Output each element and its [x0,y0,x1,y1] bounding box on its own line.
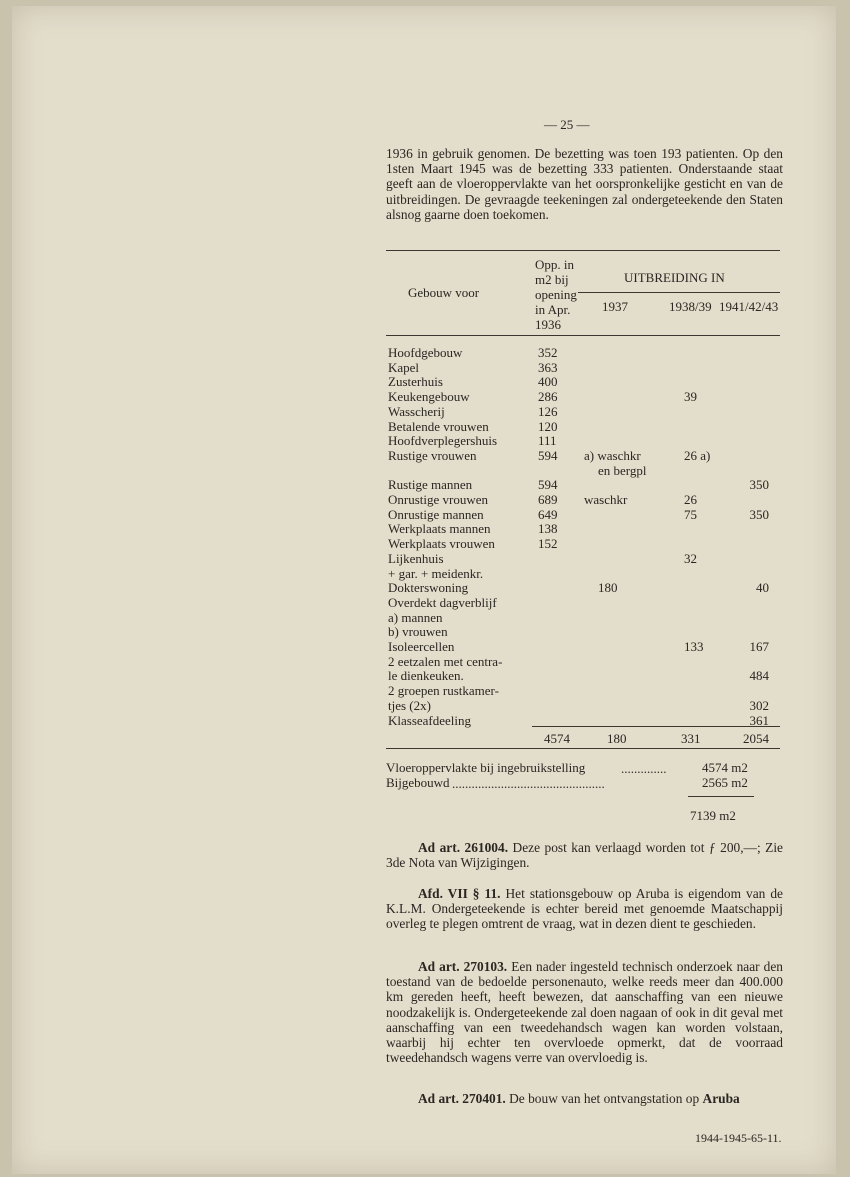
c1938-cell: 26 a) [684,447,711,463]
header-opp-5: 1936 [535,317,561,332]
summary-rule [688,796,754,797]
header-opp-1: Opp. in [535,257,574,272]
document-page [12,6,836,1174]
header-uitbreiding: UITBREIDING IN [624,270,725,285]
c1937-cell: waschkr [584,492,628,507]
c1937-cell: 180 [598,580,618,596]
section-heading: Ad art. 270401. [418,1091,506,1106]
opp-column: 352 363 400 286 126 120 111 594 594 689 649 138 152 [538,345,558,552]
header-opp-2: m2 bij [535,272,569,287]
header-year-1938: 1938/39 [669,299,712,314]
table-header-rule [386,335,780,336]
c1941-cell: 302 [749,697,769,713]
c1941-cell: 167 [749,639,769,654]
section-270401 [386,1091,783,1106]
c1937-cell: a) waschkr [584,447,641,463]
section-270103 [386,959,783,1065]
section-text: Een nader ingesteld technisch onderzoek naar den toestand van de bedoelde personenauto, welke reeds meer dan 400.000 km gereden heeft, heeft bewezen, dat aanschaffing van een nieuwe noodzakelijk is. Ondergeteekende zal doen nagaan of ook in dit geval met aanschaffing van een tweedehandsch wagen kan worden volstaan, waarbij hij echter ten overvloede opmerkt, dat de voorraad tweedehandsch wagens verre van overvloedig is. [386,959,784,1066]
c1941-cell: 361 [749,712,769,728]
c1941-cell: 350 [749,477,769,493]
header-opp-3: opening [535,287,577,302]
section-heading: Ad art. 270103. [418,959,508,974]
summary-value-1: 4574 m2 [702,760,748,775]
c1941-cell: 40 [756,580,769,596]
total-1941: 2054 [743,731,769,746]
table-top-rule [386,250,780,251]
summary-dots-1: .............. [621,761,667,776]
header-sub-rule [578,292,780,293]
building-column: Hoofdgebouw Kapel Zusterhuis Keukengebouw Wasscherij Betalende vrouwen Hoofdverplegershuis Rustige vrouwen Rustige mannen Onrustige vrouwen Onrustige mannen Werkplaats mannen Werkplaats vrouwen Lijkenhuis + gar. + meidenkr. Dokterswoning Overdekt dagverblijf a) mannen b) vrouwen Isoleercellen 2 eetzalen met centra- le dienkeuken. 2 groepen rustkamer- tjes (2x) Klasseafdeeling [388,345,503,728]
c1938-cell: 32 [684,550,697,566]
section-text: De bouw van het ontvangstation op [509,1091,700,1106]
section-afd-vii [386,886,783,932]
c1938-cell: 133 [684,639,704,654]
header-building: Gebouw voor [408,285,480,300]
total-1938: 331 [681,731,701,746]
c1941-cell: 484 [749,668,769,684]
c1941-cell: 350 [749,506,769,522]
totals-rule [532,726,780,727]
section-tail: Aruba [702,1091,740,1106]
total-1937: 180 [607,731,627,746]
c1938-cell: 26 [684,492,697,507]
section-text: Deze post kan verlaagd worden tot ƒ 200,—; Zie 3de Nota van Wijzigingen. [386,840,783,871]
intro-paragraph [386,146,783,222]
footer-code: 1944-1945-65-11. [695,1131,782,1145]
table-bottom-rule [386,748,780,749]
c1938-cell: 39 [684,389,697,405]
header-year-1941: 1941/42/43 [719,299,779,314]
header-opp-4: in Apr. [535,302,571,317]
summary-label-2: Bijgebouwd [386,775,450,790]
summary-label-1: Vloeroppervlakte bij ingebruikstelling [386,760,586,775]
section-heading: Afd. VII § 11. [418,886,501,901]
summary-dots-2: ............................................... [452,776,605,791]
summary-value-2: 2565 m2 [702,775,748,790]
section-heading: Ad art. 261004. [418,840,509,855]
summary-total: 7139 m2 [690,808,736,823]
header-year-1937: 1937 [602,299,628,314]
c1937-cell: en bergpl [598,462,647,478]
total-opp: 4574 [544,731,570,746]
c1938-cell: 75 [684,506,697,522]
page-number: — 25 — [544,117,590,132]
section-text: Het stationsgebouw op Aruba is eigendom van de K.L.M. Ondergeteekende is echter bereid met genoemde Maatschappij overleg te plegen omtrent de vraag, wat in dezen dient te geschieden. [386,886,783,932]
intro-text: 1936 in gebruik genomen. De bezetting was toen 193 patienten. Op den 1sten Maart 1945 was de bezetting 333 patienten. Onderstaande staat geeft aan de vloeroppervlakte van het oorspronkelijke gesticht en van de uitbreidingen. De gevraagde teekeningen zal ondergeteekende den Staten alsnog gaarne doen toekomen. [386,146,783,222]
section-261004 [386,840,783,870]
